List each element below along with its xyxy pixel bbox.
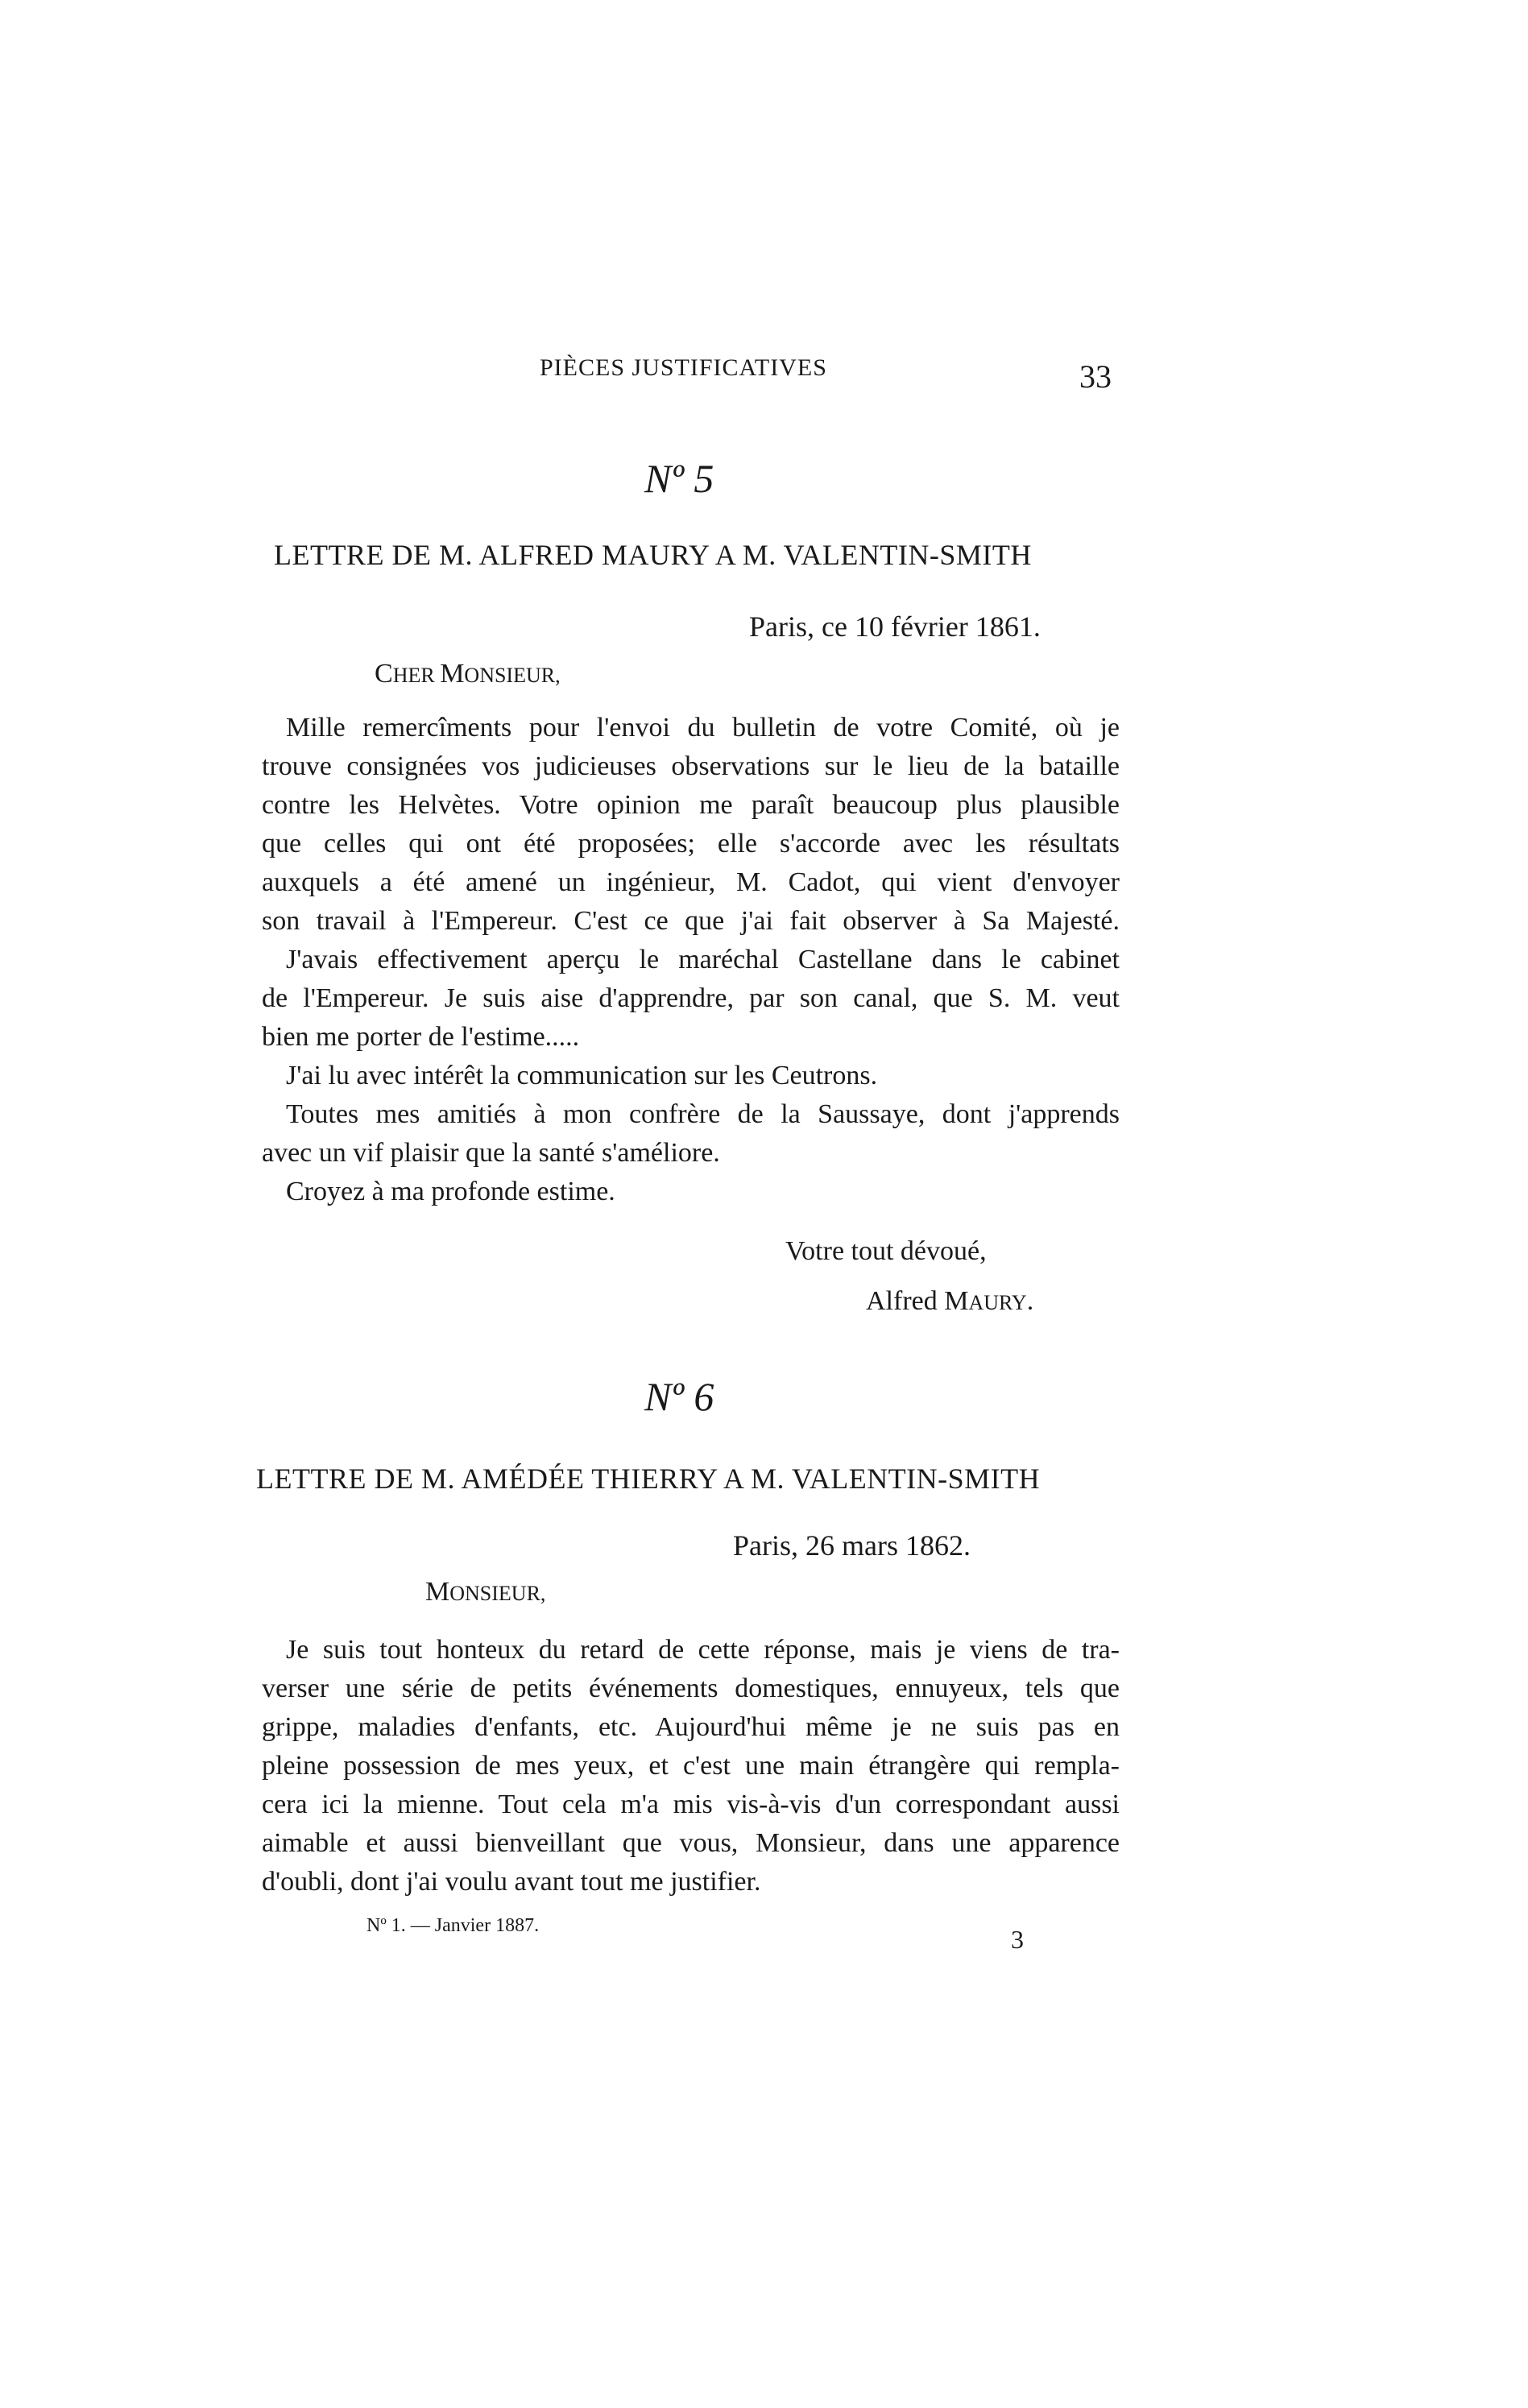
body-line: avec un vif plaisir que la santé s'améliore.: [262, 1138, 720, 1168]
body-line: J'avais effectivement aperçu le maréchal Castellane dans le cabinet: [286, 945, 1120, 974]
body-line: Croyez à ma profonde estime.: [286, 1177, 615, 1206]
body-line: pleine possession de mes yeux, et c'est une main étrangère qui rempla-: [262, 1751, 1120, 1781]
body-line: verser une série de petits événements domestiques, ennuyeux, tels que: [262, 1674, 1120, 1703]
letter-6-number: Nº 6: [644, 1374, 714, 1419]
body-line: grippe, maladies d'enfants, etc. Aujourd'hui même je ne suis pas en: [262, 1712, 1120, 1742]
body-line: auxquels a été amené un ingénieur, M. Cadot, qui vient d'envoyer: [262, 867, 1120, 897]
letter-5-title: LETTRE DE M. ALFRED MAURY A M. VALENTIN-SMITH: [274, 539, 1032, 571]
letter-6-title: LETTRE DE M. AMÉDÉE THIERRY A M. VALENTIN-SMITH: [256, 1463, 1041, 1495]
letter-5-closing: Votre tout dévoué,: [785, 1236, 987, 1266]
page-number: 33: [1079, 358, 1112, 395]
signature-mark: 3: [1011, 1925, 1024, 1954]
letter-6-salutation: MONSIEUR,: [425, 1577, 546, 1607]
body-line: Mille remercîments pour l'envoi du bulletin de votre Comité, où je: [286, 713, 1120, 743]
running-header-title: PIÈCES JUSTIFICATIVES: [540, 354, 827, 381]
body-line: trouve consignées vos judicieuses observations sur le lieu de la bataille: [262, 751, 1120, 781]
body-line: bien me porter de l'estime.....: [262, 1022, 580, 1052]
letter-5-dateline: Paris, ce 10 février 1861.: [749, 610, 1041, 643]
body-line: J'ai lu avec intérêt la communication sur les Ceutrons.: [286, 1061, 878, 1090]
body-line: cera ici la mienne. Tout cela m'a mis vis-à-vis d'un correspondant aussi: [262, 1789, 1120, 1819]
letter-5-salutation: CHER MONSIEUR,: [375, 659, 561, 689]
letter-6-body: [262, 1631, 1120, 1901]
issue-footnote: Nº 1. — Janvier 1887.: [366, 1915, 540, 1936]
body-line: contre les Helvètes. Votre opinion me paraît beaucoup plus plausible: [262, 790, 1120, 820]
body-line: Toutes mes amitiés à mon confrère de la Saussaye, dont j'apprends: [286, 1099, 1120, 1129]
body-line: son travail à l'Empereur. C'est ce que j'ai fait observer à Sa Majesté.: [262, 906, 1120, 936]
body-line: Je suis tout honteux du retard de cette réponse, mais je viens de tra-: [286, 1635, 1120, 1665]
body-line: aimable et aussi bienveillant que vous, Monsieur, dans une apparence: [262, 1828, 1120, 1858]
body-line: d'oubli, dont j'ai voulu avant tout me justifier.: [262, 1867, 761, 1897]
letter-5-signature: Alfred MAURY.: [866, 1286, 1034, 1316]
body-line: de l'Empereur. Je suis aise d'apprendre, par son canal, que S. M. veut: [262, 983, 1120, 1013]
letter-5-body: [262, 709, 1120, 1211]
letter-6-dateline: Paris, 26 mars 1862.: [733, 1529, 971, 1562]
letter-5-number: Nº 5: [644, 456, 714, 501]
body-line: que celles qui ont été proposées; elle s'accorde avec les résultats: [262, 829, 1120, 859]
